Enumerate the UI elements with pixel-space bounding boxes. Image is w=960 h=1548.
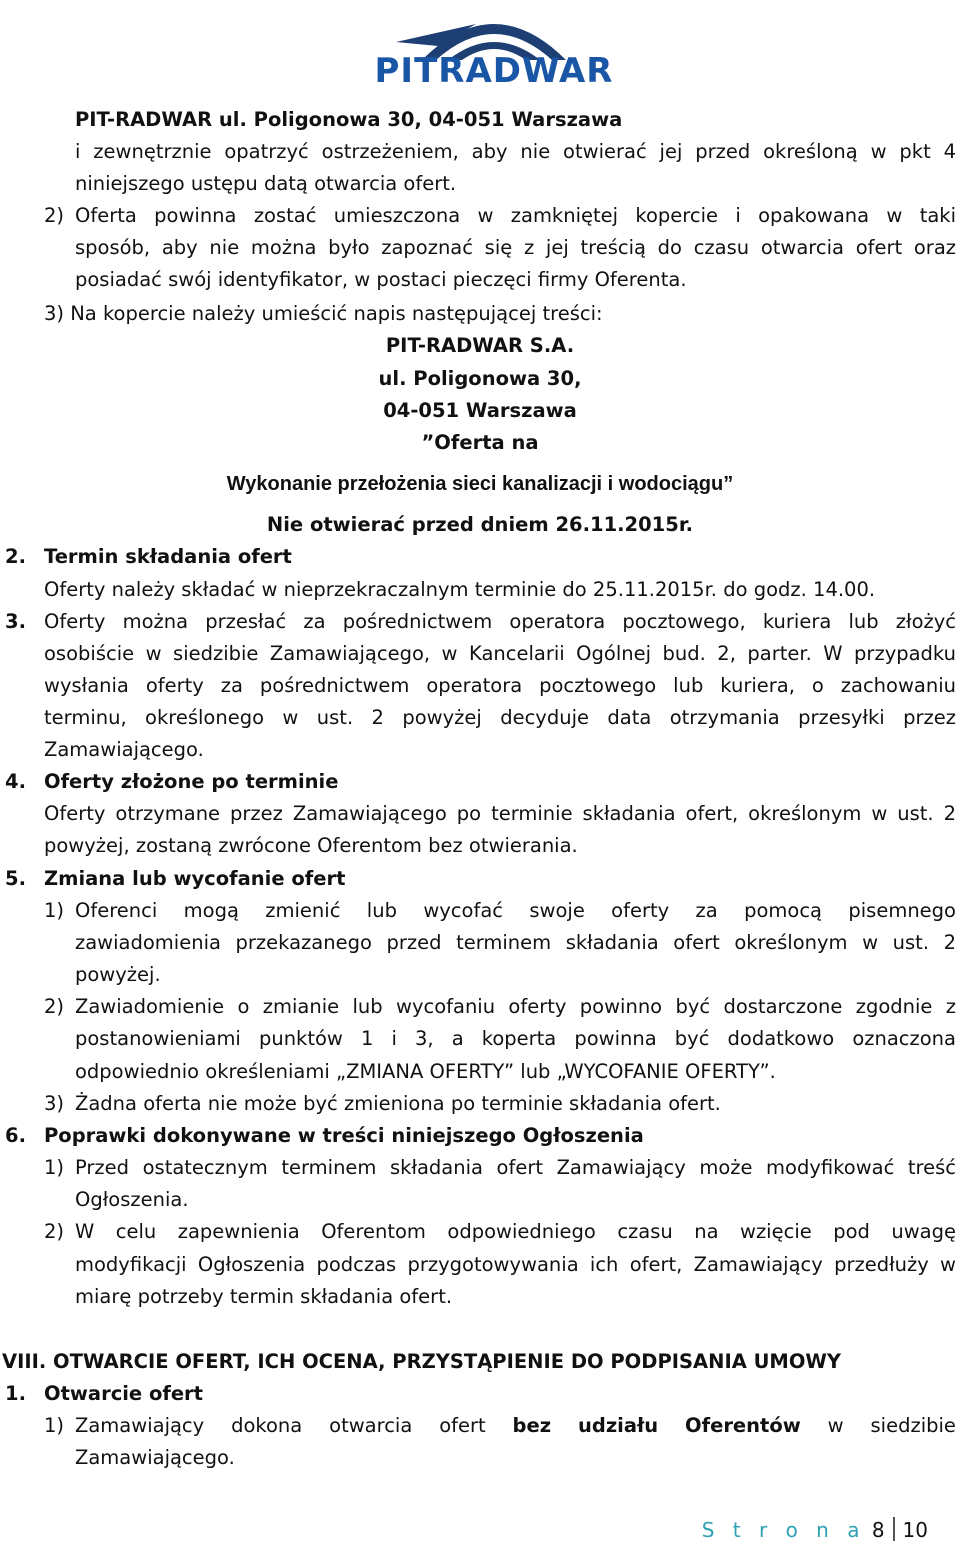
list-number: 2) — [44, 1220, 65, 1243]
word: bez — [512, 1414, 552, 1437]
paragraph-line: postanowieniami punktów 1 i 3, a koperta powinna być dodatkowo oznaczona — [75, 1027, 956, 1050]
section-number: 1. — [5, 1382, 26, 1405]
paragraph-line: powyżej, zostaną zwrócone Oferentom bez otwierania. — [44, 834, 578, 857]
page-number: 8 — [871, 1518, 885, 1542]
logo-text: PITRADWAR — [374, 51, 614, 84]
word: w — [827, 1414, 844, 1437]
word: Oferentów — [685, 1414, 801, 1437]
word: siedzibie — [870, 1414, 956, 1437]
paragraph-line: Oferenci mogą zmienić lub wycofać swoje oferty za pomocą pisemnego — [75, 899, 956, 922]
paragraph-line: osobiście w siedzibie Zamawiającego, w Kancelarii Ogólnej bud. 2, parter. W przypadku — [44, 642, 956, 665]
list-number: 1) — [44, 1156, 65, 1179]
section-number: 5. — [5, 867, 26, 890]
paragraph-line: zawiadomienia przekazanego przed terminem składania ofert określonym w ust. 2 — [75, 931, 956, 954]
section-title: Otwarcie ofert — [44, 1382, 203, 1405]
envelope-street: ul. Poligonowa 30, — [378, 367, 582, 390]
chapter-heading: VIII. OTWARCIE OFERT, ICH OCENA, PRZYSTĄPIENIE DO PODPISANIA UMOWY — [2, 1350, 842, 1373]
word: Zamawiający — [75, 1414, 205, 1437]
word: dokona — [231, 1414, 303, 1437]
paragraph-line: W celu zapewnienia Oferentom odpowiedniego czasu na wzięcie pod uwagę — [75, 1220, 956, 1243]
paragraph-line: Oferta powinna zostać umieszczona w zamkniętej kopercie i opakowana w taki — [75, 204, 956, 227]
paragraph-line: terminu, określonego w ust. 2 powyżej decyduje data otrzymania przesyłki przez — [44, 706, 956, 729]
paragraph-line: Zamawiającego. — [75, 1446, 235, 1469]
address-heading: PIT-RADWAR ul. Poligonowa 30, 04-051 Warszawa — [75, 108, 623, 131]
section-title: Zmiana lub wycofanie ofert — [44, 867, 346, 890]
paragraph-line: Oferty można przesłać za pośrednictwem operatora pocztowego, kuriera lub złożyć — [44, 610, 956, 633]
section-title: Termin składania ofert — [44, 545, 292, 568]
paragraph-line: Przed ostatecznym terminem składania ofert Zamawiający może modyfikować treść — [75, 1156, 956, 1179]
envelope-offer: ”Oferta na — [421, 431, 539, 454]
paragraph-line: 3) Na kopercie należy umieścić napis następującej treści: — [44, 302, 603, 325]
paragraph-line: modyfikacji Ogłoszenia podczas przygotowywania ich ofert, Zamawiający przedłuży w — [75, 1253, 956, 1276]
list-number: 3) — [44, 1092, 65, 1115]
section-number: 4. — [5, 770, 26, 793]
word: otwarcia — [329, 1414, 413, 1437]
paragraph-line: Zamawiającego. — [44, 738, 204, 761]
footer-label: S t r o n a — [701, 1518, 866, 1542]
section-number: 2. — [5, 545, 26, 568]
word: ofert — [439, 1414, 486, 1437]
section-number: 3. — [5, 610, 26, 633]
paragraph-line: sposób, aby nie można było zapoznać się z jej treścią do czasu otwarcia ofert oraz — [75, 236, 956, 259]
company-logo — [356, 2, 632, 84]
list-number: 2) — [44, 995, 65, 1018]
page-total: 10 — [902, 1518, 928, 1542]
footer-separator — [893, 1517, 895, 1541]
paragraph-line: powyżej. — [75, 963, 161, 986]
paragraph-line: Ogłoszenia. — [75, 1188, 189, 1211]
word: udziału — [577, 1414, 659, 1437]
envelope-project: Wykonanie przełożenia sieci kanalizacji i wodociągu” — [226, 473, 734, 495]
section-title: Oferty złożone po terminie — [44, 770, 339, 793]
paragraph-line: miarę potrzeby termin składania ofert. — [75, 1285, 453, 1308]
list-number: 2) — [44, 204, 65, 227]
envelope-deadline: Nie otwierać przed dniem 26.11.2015r. — [266, 513, 694, 536]
paragraph-line: odpowiednio określeniami „ZMIANA OFERTY” lub „WYCOFANIE OFERTY”. — [75, 1060, 776, 1083]
section-title: Poprawki dokonywane w treści niniejszego Ogłoszenia — [44, 1124, 644, 1147]
paragraph-line: Oferty otrzymane przez Zamawiającego po terminie składania ofert, określonym w ust. 2 — [44, 802, 956, 825]
envelope-city: 04-051 Warszawa — [383, 399, 577, 422]
envelope-company: PIT-RADWAR S.A. — [385, 334, 575, 357]
list-number: 1) — [44, 1414, 65, 1437]
paragraph-line: niniejszego ustępu datą otwarcia ofert. — [75, 172, 457, 195]
paragraph-line: i zewnętrznie opatrzyć ostrzeżeniem, aby nie otwierać jej przed określoną w pkt 4 — [75, 140, 956, 163]
list-number: 1) — [44, 899, 65, 922]
section-number: 6. — [5, 1124, 26, 1147]
page-footer — [702, 1516, 928, 1544]
paragraph-line: Zawiadomienie o zmianie lub wycofaniu oferty powinno być dostarczone zgodnie z — [75, 995, 956, 1018]
paragraph-line: Oferty należy składać w nieprzekraczalnym terminie do 25.11.2015r. do godz. 14.00. — [44, 578, 876, 601]
paragraph-line: Żadna oferta nie może być zmieniona po terminie składania ofert. — [75, 1092, 721, 1115]
paragraph-line: wysłania oferty za pośrednictwem operatora pocztowego lub kuriera, o zachowaniu — [44, 674, 956, 697]
paragraph-line: posiadać swój identyfikator, w postaci pieczęci firmy Oferenta. — [75, 268, 687, 291]
paragraph-line — [75, 1410, 956, 1442]
